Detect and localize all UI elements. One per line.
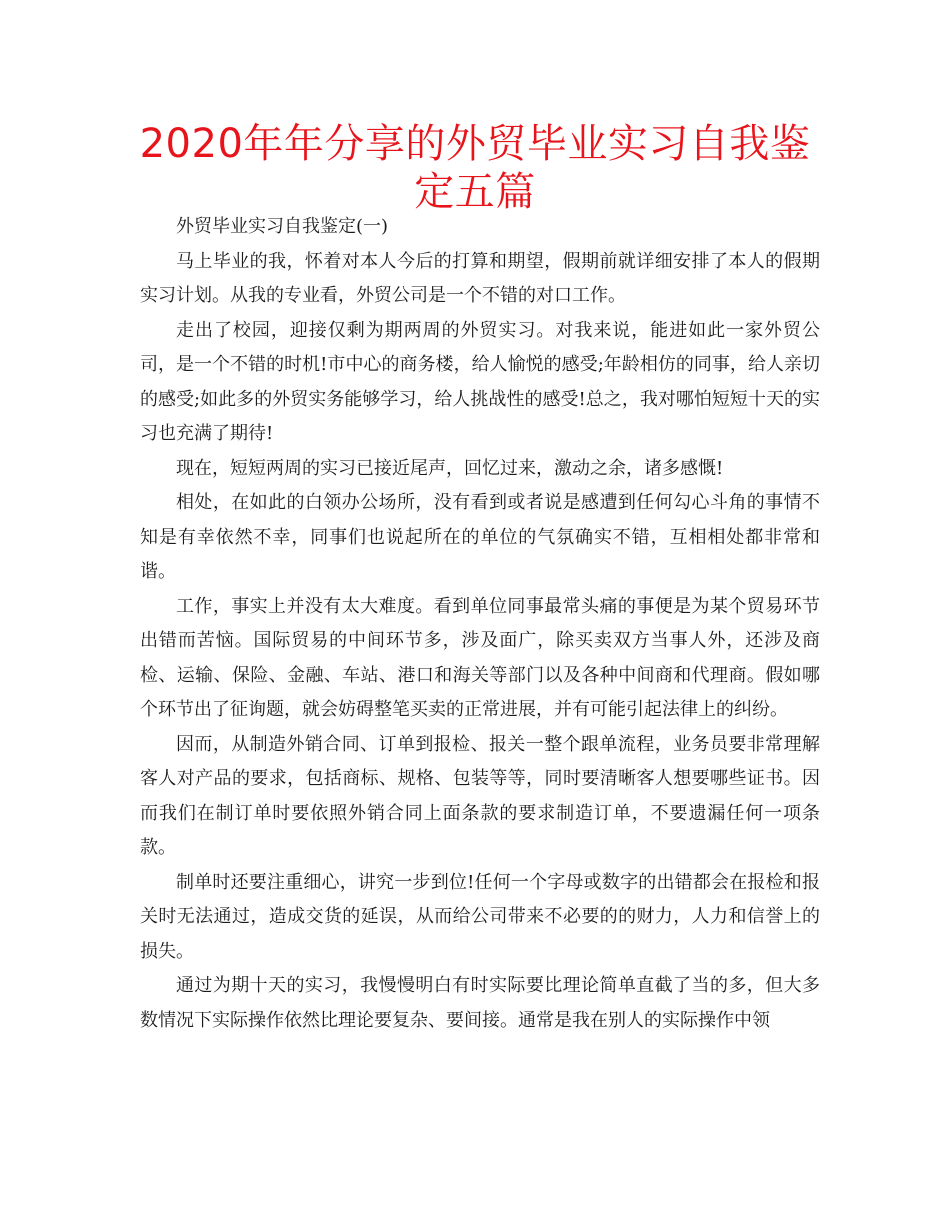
document-body: [140, 210, 820, 1038]
section-heading: 外贸毕业实习自我鉴定(一): [176, 216, 389, 237]
paragraph: 工作，事实上并没有太大难度。看到单位同事最常头痛的事便是为某个贸易环节出错而苦恼。国际贸易的中间环节多，涉及面广，除买卖双方当事人外，还涉及商检、运输、保险、金融、车站、港口和海关等部门以及各种中间商和代理商。假如哪个环节出了征询题，就会妨碍整笔买卖的正常进展，并有可能引起法律上的纠纷。: [140, 595, 820, 720]
paragraph: 通过为期十天的实习，我慢慢明白有时实际要比理论简单直截了当的多，但大多数情况下实际操作依然比理论要复杂、要间接。通常是我在别人的实际操作中领: [140, 975, 820, 1031]
paragraph: 制单时还要注重细心，讲究一步到位!任何一个字母或数字的出错都会在报检和报关时无法通过，造成交货的延误，从而给公司带来不必要的的财力，人力和信誉上的损失。: [140, 871, 820, 962]
paragraph: 走出了校园，迎接仅剩为期两周的外贸实习。对我来说，能进如此一家外贸公司，是一个不错的时机!市中心的商务楼，给人愉悦的感受;年龄相仿的同事，给人亲切的感受;如此多的外贸实务能够学习，给人挑战性的感受!总之，我对哪怕短短十天的实习也充满了期待!: [140, 319, 820, 444]
document-title: 2020年年分享的外贸毕业实习自我鉴定五篇: [139, 121, 811, 215]
paragraph: 现在，短短两周的实习已接近尾声，回忆过来，激动之余，诸多感慨!: [176, 457, 724, 479]
paragraph: 马上毕业的我，怀着对本人今后的打算和期望，假期前就详细安排了本人的假期实习计划。从我的专业看，外贸公司是一个不错的对口工作。: [140, 250, 820, 306]
paragraph: 因而，从制造外销合同、订单到报检、报关一整个跟单流程，业务员要非常理解客人对产品的要求，包括商标、规格、包装等等，同时要清晰客人想要哪些证书。因而我们在制订单时要依照外销合同上面条款的要求制造订单，不要遗漏任何一项条款。: [140, 733, 820, 858]
paragraph: 相处，在如此的白领办公场所，没有看到或者说是感遭到任何勾心斗角的事情不知是有幸依然不幸，同事们也说起所在的单位的气氛确实不错，互相相处都非常和谐。: [140, 492, 820, 582]
